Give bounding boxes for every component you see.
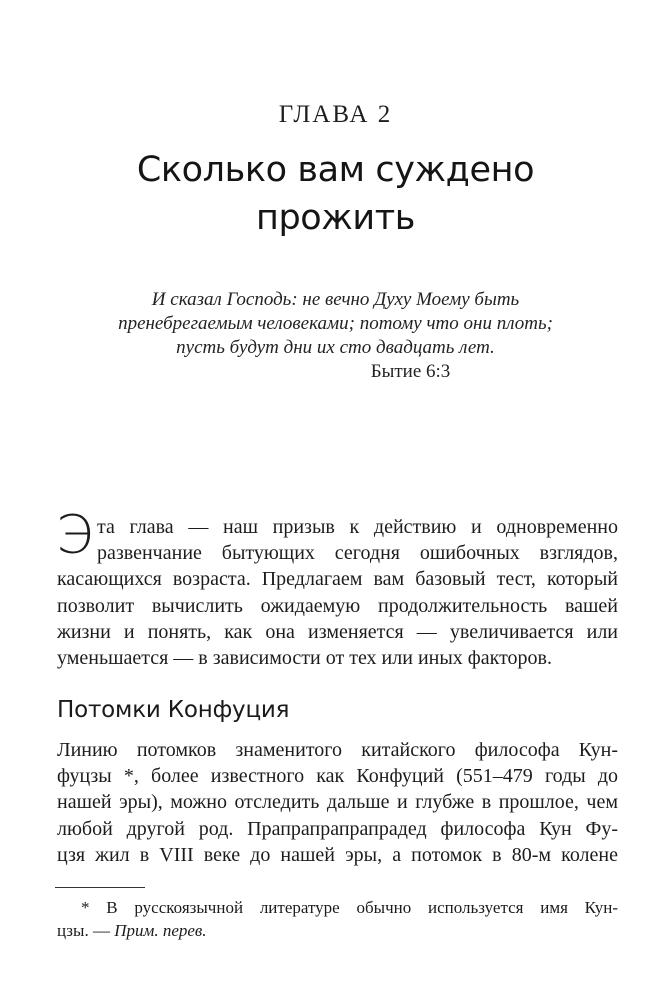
intro-paragraph (57, 514, 618, 671)
paragraph-line: цзя жил в VIII веке до нашей эры, а потомок в 80-м колене (57, 843, 618, 866)
paragraph-line: та глава — наш призыв к действию и одновременно (97, 516, 618, 538)
chapter-title-line-2: прожить (255, 198, 415, 238)
paragraph-line: касающихся возраста. Предлагаем вам базовый тест, который (57, 568, 618, 591)
paragraph-line: Линию потомков знаменитого китайского философа Кун- (57, 739, 618, 761)
epigraph-line-2: пренебрегаемым человеками; потому что они плоть; (118, 313, 553, 334)
epigraph-source: Бытие 6:3 (370, 361, 451, 382)
paragraph-line: нашей эры), можно отследить дальше и глубже в прошлое, чем (57, 791, 618, 814)
chapter-title-line-1: Сколько вам суждено (136, 150, 535, 190)
paragraph-line: фуцзы *, более известного как Конфуций (551–479 годы до (57, 765, 618, 788)
epigraph-line-3: пусть будут дни их сто двадцать лет. (176, 337, 495, 358)
paragraph-line: уменьшается — в зависимости от тех или иных факторов. (57, 647, 552, 670)
translator-note: Прим. перев. (114, 920, 207, 940)
paragraph-line: позволит вычислить ожидаемую продолжительность вашей (57, 594, 618, 617)
footnote-text: цзы. — (57, 920, 115, 940)
paragraph-line: любой другой род. Прапрапрапрапрадед философа Кун Фу- (57, 817, 618, 840)
epigraph (60, 288, 611, 384)
chapter-title (60, 146, 611, 242)
paragraph-line: жизни и понять, как она изменяется — увеличивается или (57, 620, 618, 643)
footnote-divider (55, 887, 145, 888)
chapter-label: ГЛАВА 2 (278, 101, 393, 128)
footnote-line-2 (57, 920, 618, 943)
epigraph-line-1: И сказал Господь: не вечно Духу Моему быть (151, 289, 520, 310)
section-paragraph (57, 737, 618, 868)
footnote-line-1: * В русскоязычной литературе обычно используется имя Кун- (81, 898, 618, 917)
section-heading: Потомки Конфуция (57, 697, 290, 723)
paragraph-line: развенчание бытующих сегодня ошибочных взглядов, (97, 542, 618, 565)
footnote (57, 897, 618, 942)
drop-cap: Э (56, 505, 94, 566)
